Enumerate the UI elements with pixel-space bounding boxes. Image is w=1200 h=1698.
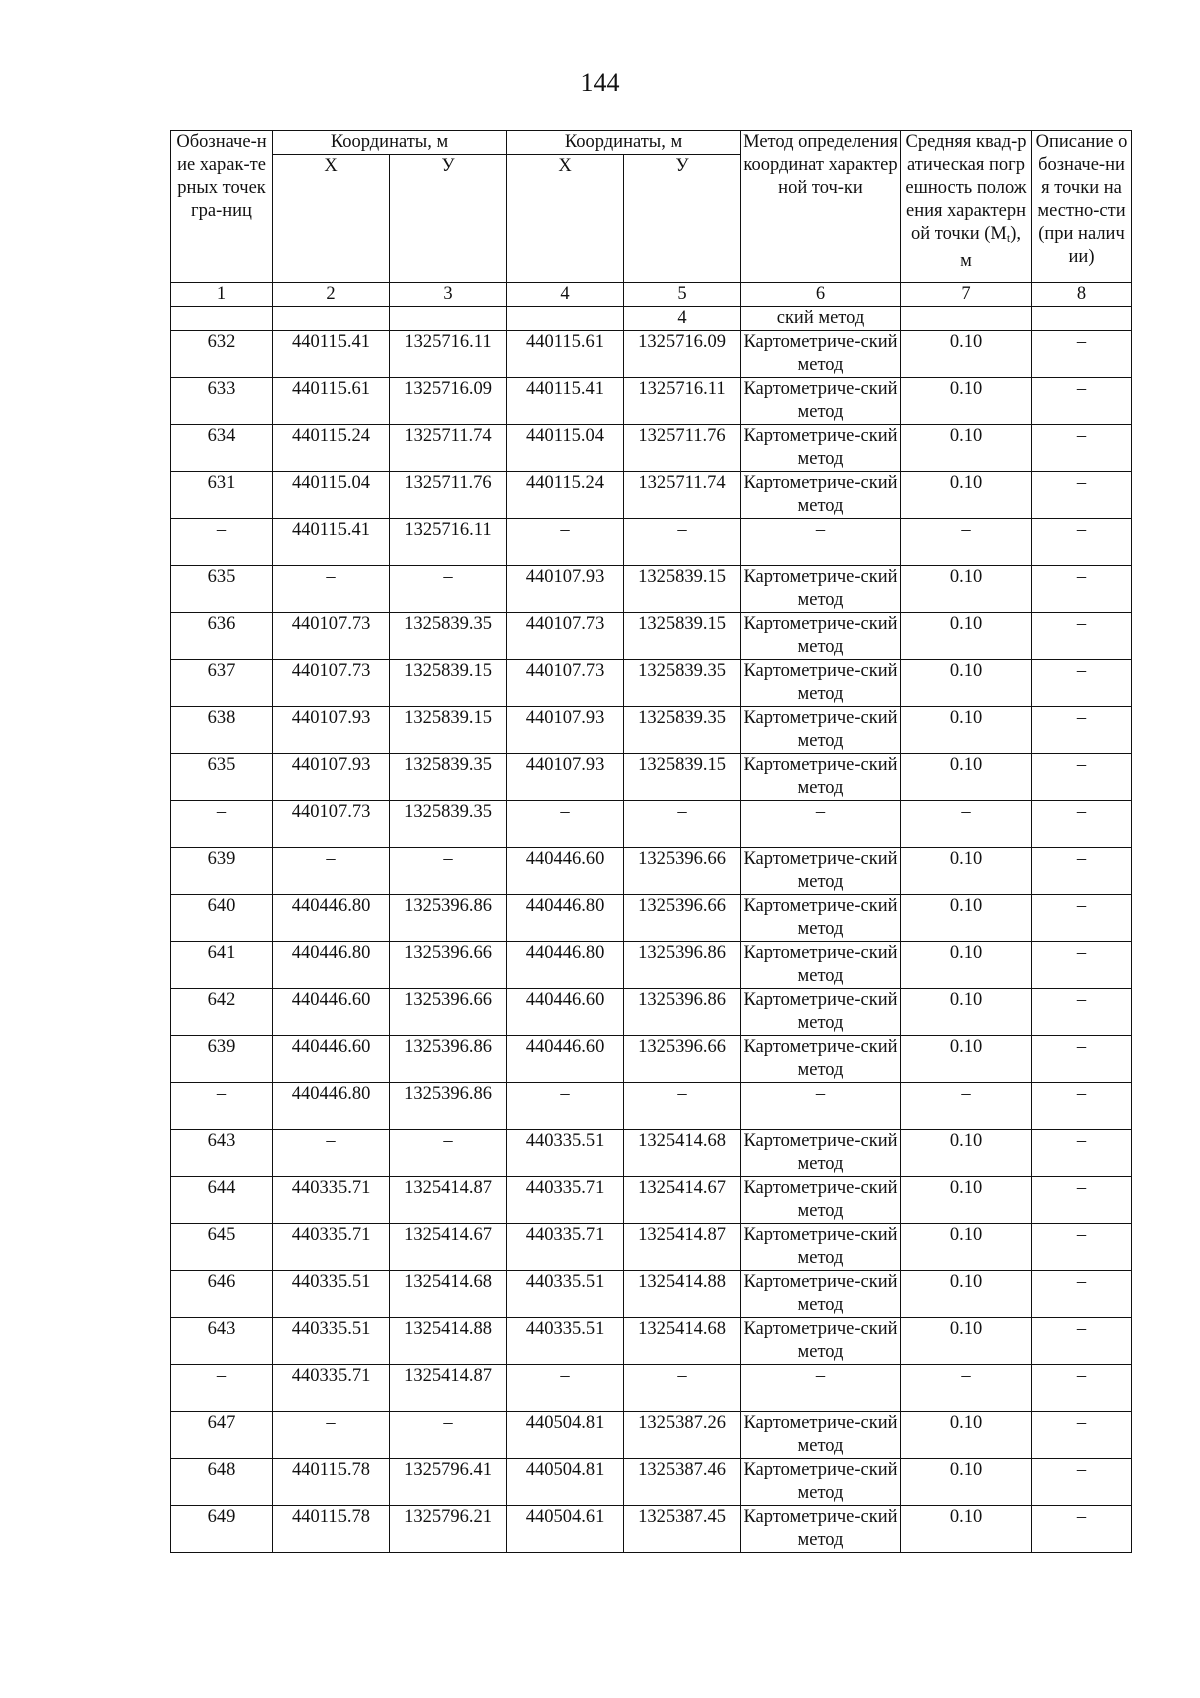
table-cell: 1325839.35 xyxy=(624,707,741,754)
table-cell: 0.10 xyxy=(901,989,1032,1036)
table-cell: 1325396.86 xyxy=(624,942,741,989)
table-cell: 646 xyxy=(171,1271,273,1318)
table-cell: – xyxy=(1032,801,1132,848)
table-row xyxy=(171,1083,1132,1130)
coordinates-table xyxy=(170,130,1132,1553)
page-number: 144 xyxy=(580,68,620,97)
table-cell: – xyxy=(1032,707,1132,754)
table-cell: 440504.61 xyxy=(507,1506,624,1553)
table-cell: 1325414.87 xyxy=(390,1365,507,1412)
table-cell: 1325387.45 xyxy=(624,1506,741,1553)
table-cell: 0.10 xyxy=(901,472,1032,519)
table-cell: 1325796.41 xyxy=(390,1459,507,1506)
table-cell: Картометриче-ский метод xyxy=(741,566,901,613)
table-row xyxy=(171,1036,1132,1083)
table-cell: 632 xyxy=(171,331,273,378)
table-cell: 440335.71 xyxy=(273,1177,390,1224)
table-cell: 0.10 xyxy=(901,566,1032,613)
table-cell: 0.10 xyxy=(901,613,1032,660)
table-cell: – xyxy=(390,566,507,613)
table-cell: 440107.93 xyxy=(507,566,624,613)
table-cell: – xyxy=(1032,1036,1132,1083)
table-cell: 440446.60 xyxy=(273,989,390,1036)
table-cell: 648 xyxy=(171,1459,273,1506)
table-cell: 644 xyxy=(171,1177,273,1224)
table-cell: Картометриче-ский метод xyxy=(741,1177,901,1224)
column-number: 2 xyxy=(273,283,390,307)
table-cell: 634 xyxy=(171,425,273,472)
table-cell: – xyxy=(1032,848,1132,895)
table-cell: – xyxy=(624,1083,741,1130)
table-cell: 635 xyxy=(171,754,273,801)
table-cell: – xyxy=(1032,1459,1132,1506)
table-cell: 440335.51 xyxy=(507,1318,624,1365)
table-cell: 1325839.15 xyxy=(624,566,741,613)
table-cell: 639 xyxy=(171,848,273,895)
table-cell: 1325414.88 xyxy=(624,1271,741,1318)
table-cell: 642 xyxy=(171,989,273,1036)
table-cell: 1325796.21 xyxy=(390,1506,507,1553)
table-cell: 440504.81 xyxy=(507,1459,624,1506)
table-cell: – xyxy=(1032,1271,1132,1318)
table-row xyxy=(171,1459,1132,1506)
table-cell: 1325387.26 xyxy=(624,1412,741,1459)
table-cell: 1325396.66 xyxy=(624,848,741,895)
continuation-row xyxy=(171,307,1132,331)
table-cell: 440335.51 xyxy=(507,1130,624,1177)
table-cell: – xyxy=(1032,1318,1132,1365)
table-cell: 1325711.76 xyxy=(390,472,507,519)
table-cell: – xyxy=(1032,1365,1132,1412)
table-cell: Картометриче-ский метод xyxy=(741,1318,901,1365)
table-cell: – xyxy=(624,801,741,848)
table-cell: Картометриче-ский метод xyxy=(741,754,901,801)
table-cell: Картометриче-ский метод xyxy=(741,1271,901,1318)
header-point-designation: Обозначе-ние харак-терных точек гра-ниц xyxy=(171,131,273,283)
table-cell: 440107.93 xyxy=(507,754,624,801)
table-row xyxy=(171,1318,1132,1365)
table-cell: – xyxy=(273,566,390,613)
table-cell: 647 xyxy=(171,1412,273,1459)
table-cell: 440335.51 xyxy=(273,1271,390,1318)
table-cell: – xyxy=(171,801,273,848)
table-cell: 633 xyxy=(171,378,273,425)
table-cell: 440115.24 xyxy=(507,472,624,519)
table-cell: – xyxy=(1032,566,1132,613)
table-cell xyxy=(273,307,390,331)
table-cell xyxy=(390,307,507,331)
table-cell: – xyxy=(1032,331,1132,378)
column-number: 7 xyxy=(901,283,1032,307)
table-cell: 440446.80 xyxy=(273,1083,390,1130)
table-cell: 440115.41 xyxy=(507,378,624,425)
table-cell: – xyxy=(1032,1083,1132,1130)
table-cell: 639 xyxy=(171,1036,273,1083)
table-cell: 0.10 xyxy=(901,1318,1032,1365)
table-cell: 440115.04 xyxy=(507,425,624,472)
table-cell: 440446.80 xyxy=(273,895,390,942)
table-cell: 1325711.74 xyxy=(390,425,507,472)
table-cell: 4 xyxy=(624,307,741,331)
table-row xyxy=(171,660,1132,707)
table-cell: – xyxy=(273,1412,390,1459)
table-cell: – xyxy=(1032,1177,1132,1224)
table-cell: 440115.61 xyxy=(273,378,390,425)
table-cell: 440446.80 xyxy=(273,942,390,989)
table-cell: 645 xyxy=(171,1224,273,1271)
table-row xyxy=(171,425,1132,472)
column-number: 1 xyxy=(171,283,273,307)
table-row xyxy=(171,754,1132,801)
table-cell: 440115.41 xyxy=(273,331,390,378)
table-row xyxy=(171,989,1132,1036)
table-cell: Картометриче-ский метод xyxy=(741,989,901,1036)
header-coords-group-2: Координаты, м xyxy=(507,131,741,155)
header-y2: У xyxy=(624,155,741,283)
table-cell: Картометриче-ский метод xyxy=(741,472,901,519)
table-row xyxy=(171,613,1132,660)
table-cell: Картометриче-ский метод xyxy=(741,1130,901,1177)
table-row xyxy=(171,519,1132,566)
table-cell: 1325396.86 xyxy=(390,895,507,942)
table-cell: 440335.51 xyxy=(507,1271,624,1318)
header-coords-group-1: Координаты, м xyxy=(273,131,507,155)
table-cell xyxy=(171,307,273,331)
table-cell: 440335.51 xyxy=(273,1318,390,1365)
table-cell: 1325414.67 xyxy=(624,1177,741,1224)
table-cell: 440115.04 xyxy=(273,472,390,519)
table-cell: Картометриче-ский метод xyxy=(741,942,901,989)
table-cell: – xyxy=(624,1365,741,1412)
column-number: 5 xyxy=(624,283,741,307)
table-cell: 440446.80 xyxy=(507,895,624,942)
table-cell: 1325716.11 xyxy=(624,378,741,425)
table-cell: – xyxy=(901,801,1032,848)
table-row xyxy=(171,848,1132,895)
table-cell: 1325396.86 xyxy=(624,989,741,1036)
header-x1: Х xyxy=(273,155,390,283)
table-cell: 0.10 xyxy=(901,895,1032,942)
table-cell: 1325711.74 xyxy=(624,472,741,519)
table-cell: 1325414.87 xyxy=(390,1177,507,1224)
table-cell: 635 xyxy=(171,566,273,613)
table-cell: 1325839.15 xyxy=(624,754,741,801)
table-cell: 1325414.88 xyxy=(390,1318,507,1365)
table-cell: 440107.73 xyxy=(273,613,390,660)
table-cell: 1325839.35 xyxy=(390,801,507,848)
table-cell: 1325414.68 xyxy=(624,1318,741,1365)
table-cell: – xyxy=(1032,660,1132,707)
table-cell: 637 xyxy=(171,660,273,707)
table-cell: 440107.93 xyxy=(273,754,390,801)
table-cell: – xyxy=(390,1412,507,1459)
table-cell: 440446.60 xyxy=(507,989,624,1036)
table-cell: 440107.93 xyxy=(507,707,624,754)
table-cell: 440335.71 xyxy=(507,1224,624,1271)
table-cell: 440504.81 xyxy=(507,1412,624,1459)
table-cell: Картометриче-ский метод xyxy=(741,1506,901,1553)
table-cell: – xyxy=(1032,942,1132,989)
table-cell: Картометриче-ский метод xyxy=(741,848,901,895)
table-cell: 0.10 xyxy=(901,707,1032,754)
column-number: 4 xyxy=(507,283,624,307)
table-cell: – xyxy=(741,1083,901,1130)
table-cell: 0.10 xyxy=(901,1036,1032,1083)
table-cell: – xyxy=(1032,378,1132,425)
table-row xyxy=(171,1412,1132,1459)
table-cell: 1325396.66 xyxy=(390,942,507,989)
table-cell: 440335.71 xyxy=(273,1365,390,1412)
table-cell: 440107.73 xyxy=(507,613,624,660)
table-cell: 440107.93 xyxy=(273,707,390,754)
table-cell: Картометриче-ский метод xyxy=(741,331,901,378)
table-cell: 1325387.46 xyxy=(624,1459,741,1506)
table-row xyxy=(171,1271,1132,1318)
table-cell: – xyxy=(741,801,901,848)
table-cell: Картометриче-ский метод xyxy=(741,1412,901,1459)
table-cell: 0.10 xyxy=(901,1506,1032,1553)
table-cell: – xyxy=(171,1365,273,1412)
table-cell: – xyxy=(741,519,901,566)
table-row xyxy=(171,801,1132,848)
table-cell: 440335.71 xyxy=(507,1177,624,1224)
table-cell: 0.10 xyxy=(901,331,1032,378)
table-cell: – xyxy=(1032,519,1132,566)
table-cell: 643 xyxy=(171,1318,273,1365)
table-cell: 440115.24 xyxy=(273,425,390,472)
table-cell: 440446.60 xyxy=(507,848,624,895)
table-row xyxy=(171,1506,1132,1553)
table-cell: 0.10 xyxy=(901,1271,1032,1318)
table-cell: 440107.73 xyxy=(273,660,390,707)
table-cell: 1325396.66 xyxy=(624,1036,741,1083)
table-cell xyxy=(901,307,1032,331)
column-number: 8 xyxy=(1032,283,1132,307)
column-number: 3 xyxy=(390,283,507,307)
table-cell: – xyxy=(171,1083,273,1130)
table-cell xyxy=(507,307,624,331)
table-cell: 1325839.35 xyxy=(390,613,507,660)
table-row xyxy=(171,1224,1132,1271)
table-cell: – xyxy=(741,1365,901,1412)
table-cell: 1325716.09 xyxy=(624,331,741,378)
table-cell: 0.10 xyxy=(901,848,1032,895)
table-cell: – xyxy=(1032,754,1132,801)
table-row xyxy=(171,472,1132,519)
table-cell: – xyxy=(507,1365,624,1412)
table-cell: 1325396.86 xyxy=(390,1083,507,1130)
header-error: Средняя квад-ратическая погрешность положения характерной точки $(M_t)$, м xyxy=(901,131,1032,283)
table-cell: – xyxy=(507,801,624,848)
table-cell: 440446.80 xyxy=(507,942,624,989)
table-cell: Картометриче-ский метод xyxy=(741,895,901,942)
table-cell: 1325396.66 xyxy=(390,989,507,1036)
table-cell: 440446.60 xyxy=(507,1036,624,1083)
table-cell: – xyxy=(1032,895,1132,942)
table-cell: 0.10 xyxy=(901,1224,1032,1271)
table-row xyxy=(171,707,1132,754)
table-cell: – xyxy=(1032,1412,1132,1459)
table-cell: 1325414.67 xyxy=(390,1224,507,1271)
header-y1: У xyxy=(390,155,507,283)
header-description: Описание обозначе-ния точки на местно-сти (при наличии) xyxy=(1032,131,1132,283)
table-cell: 636 xyxy=(171,613,273,660)
table-cell: 1325839.15 xyxy=(624,613,741,660)
table-cell: 1325839.15 xyxy=(390,707,507,754)
table-cell: 1325716.11 xyxy=(390,519,507,566)
table-cell: – xyxy=(390,1130,507,1177)
table-row xyxy=(171,942,1132,989)
table-cell: 440335.71 xyxy=(273,1224,390,1271)
table-cell: 1325414.87 xyxy=(624,1224,741,1271)
table-row xyxy=(171,1130,1132,1177)
table-cell: – xyxy=(1032,472,1132,519)
table-cell: 0.10 xyxy=(901,1130,1032,1177)
table-cell: – xyxy=(273,848,390,895)
table-cell: – xyxy=(507,1083,624,1130)
table-cell: 641 xyxy=(171,942,273,989)
table-cell: 649 xyxy=(171,1506,273,1553)
table-cell: 0.10 xyxy=(901,1412,1032,1459)
table-cell: 0.10 xyxy=(901,1459,1032,1506)
table-cell: – xyxy=(1032,1224,1132,1271)
table-cell: – xyxy=(1032,1130,1132,1177)
table-cell: – xyxy=(901,519,1032,566)
table-row xyxy=(171,566,1132,613)
table-cell: ский метод xyxy=(741,307,901,331)
table-cell: Картометриче-ский метод xyxy=(741,707,901,754)
table-cell: 440115.61 xyxy=(507,331,624,378)
table-cell: 440115.78 xyxy=(273,1506,390,1553)
table-cell: 1325414.68 xyxy=(624,1130,741,1177)
table-cell: 1325839.15 xyxy=(390,660,507,707)
table-cell: Картометриче-ский метод xyxy=(741,1459,901,1506)
table-cell: – xyxy=(507,519,624,566)
table-cell: – xyxy=(901,1083,1032,1130)
table-row xyxy=(171,378,1132,425)
table-row xyxy=(171,895,1132,942)
table-cell xyxy=(1032,307,1132,331)
table-row xyxy=(171,331,1132,378)
table-cell: – xyxy=(1032,1506,1132,1553)
table-cell: 640 xyxy=(171,895,273,942)
table-cell: 643 xyxy=(171,1130,273,1177)
table-cell: 0.10 xyxy=(901,754,1032,801)
table-row xyxy=(171,1365,1132,1412)
table-cell: 440115.78 xyxy=(273,1459,390,1506)
table-cell: Картометриче-ский метод xyxy=(741,378,901,425)
table-cell: Картометриче-ский метод xyxy=(741,660,901,707)
table-cell: 0.10 xyxy=(901,425,1032,472)
table-cell: 440446.60 xyxy=(273,1036,390,1083)
table-cell: 440107.73 xyxy=(507,660,624,707)
table-cell: 440107.73 xyxy=(273,801,390,848)
table-cell: – xyxy=(624,519,741,566)
table-cell: 1325716.11 xyxy=(390,331,507,378)
table-cell: 631 xyxy=(171,472,273,519)
table-cell: – xyxy=(1032,613,1132,660)
table-cell: 1325839.35 xyxy=(390,754,507,801)
table-cell: 1325711.76 xyxy=(624,425,741,472)
table-cell: – xyxy=(1032,989,1132,1036)
table-cell: 1325396.66 xyxy=(624,895,741,942)
table-cell: Картометриче-ский метод xyxy=(741,1224,901,1271)
table-cell: Картометриче-ский метод xyxy=(741,613,901,660)
table-cell: 0.10 xyxy=(901,378,1032,425)
table-cell: 638 xyxy=(171,707,273,754)
table-row xyxy=(171,1177,1132,1224)
table-cell: Картометриче-ский метод xyxy=(741,1036,901,1083)
table-cell: 0.10 xyxy=(901,660,1032,707)
table-cell: – xyxy=(1032,425,1132,472)
table-cell: 0.10 xyxy=(901,1177,1032,1224)
table-cell: Картометриче-ский метод xyxy=(741,425,901,472)
header-x2: Х xyxy=(507,155,624,283)
table-cell: – xyxy=(273,1130,390,1177)
table-cell: 1325414.68 xyxy=(390,1271,507,1318)
column-number: 6 xyxy=(741,283,901,307)
table-cell: 1325716.09 xyxy=(390,378,507,425)
table-cell: – xyxy=(171,519,273,566)
table-cell: – xyxy=(390,848,507,895)
table-cell: 440115.41 xyxy=(273,519,390,566)
header-method: Метод определения координат характерной точ-ки xyxy=(741,131,901,283)
table-cell: 1325839.35 xyxy=(624,660,741,707)
table-cell: – xyxy=(901,1365,1032,1412)
table-cell: 1325396.86 xyxy=(390,1036,507,1083)
table-cell: 0.10 xyxy=(901,942,1032,989)
